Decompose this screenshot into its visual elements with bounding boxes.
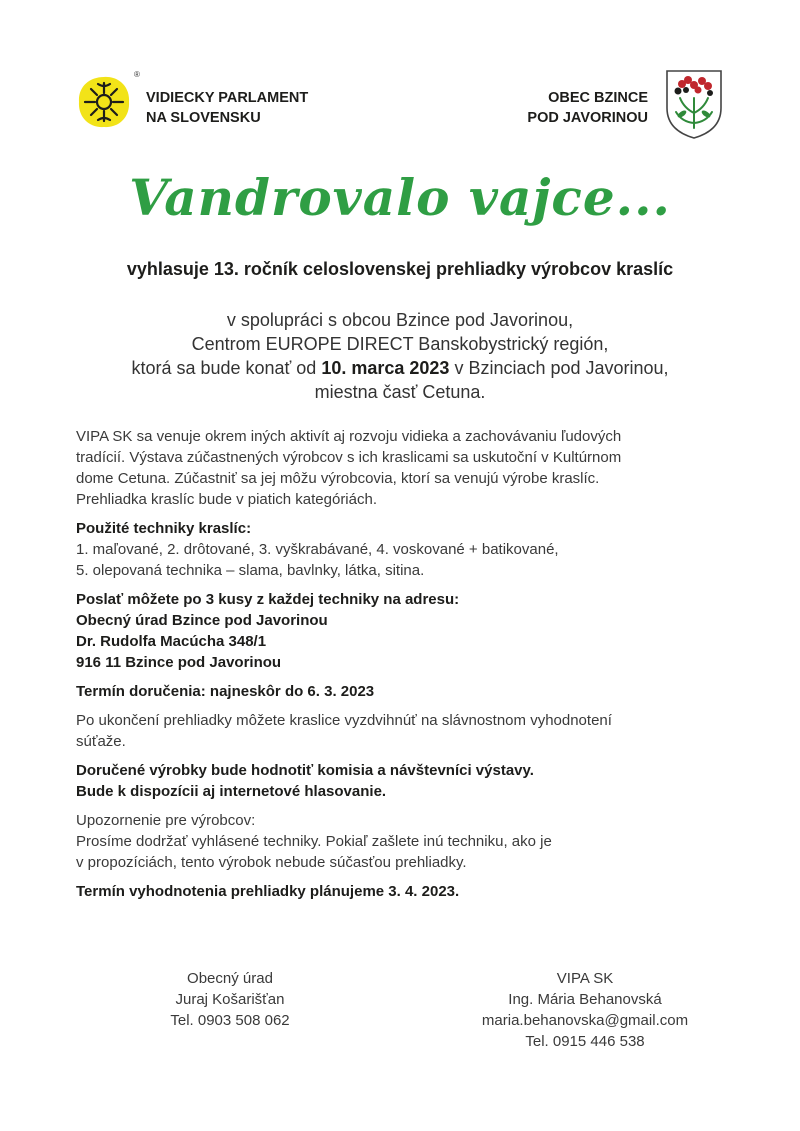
right-org-line2: POD JAVORINOU: [527, 110, 648, 126]
announcement-body: [76, 426, 726, 902]
notice-line2: Prosíme dodržať vyhlásené techniky. Pokiaľ zašlete inú techniku, ako je: [76, 833, 552, 850]
contact-vipa: [430, 968, 740, 1052]
evaluation-line2: Bude k dispozícii aj internetové hlasovanie.: [76, 783, 387, 800]
contact-right-org: VIPA SK: [556, 970, 614, 987]
left-org-line2: NA SLOVENSKU: [146, 110, 261, 126]
techniques-heading: Použité techniky kraslíc:: [76, 520, 252, 537]
evaluation-line1: Doručené výrobky bude hodnotiť komisia a návštevníci výstavy.: [76, 762, 534, 779]
address-heading: Poslať môžete po 3 kusy z každej techniky na adresu:: [76, 591, 460, 608]
vidiecky-parlament-logo: [76, 74, 132, 130]
event-subtitle: vyhlasuje 13. ročník celoslovenskej prehliadky výrobcov kraslíc: [126, 259, 674, 279]
techniques-line2: 5. olepovaná technika – slama, bavlnky, látka, sitina.: [76, 562, 425, 579]
address-line-office: Obecný úrad Bzince pod Javorinou: [76, 612, 328, 629]
event-start-date: 10. marca 2023: [321, 358, 450, 378]
right-organization-name: [527, 88, 648, 128]
notice-heading: Upozornenie pre výrobcov:: [76, 812, 256, 829]
contact-left-phone: Tel. 0903 508 062: [170, 1012, 290, 1029]
address-line-city: 916 11 Bzince pod Javorinou: [76, 654, 282, 671]
left-organization-name: [146, 88, 308, 128]
contact-right-phone: Tel. 0915 446 538: [525, 1033, 645, 1050]
collab-line3: [0, 356, 800, 380]
left-org-line1: VIDIECKY PARLAMENT: [146, 90, 309, 106]
notice-line3: v propozíciách, tento výrobok nebude súčasťou prehliadky.: [76, 854, 467, 871]
registered-mark: ®: [134, 70, 140, 79]
techniques-line1: 1. maľované, 2. drôtované, 3. vyškrabávané, 4. voskované + batikované,: [76, 541, 559, 558]
intro-line1: VIPA SK sa venuje okrem iných aktivít aj rozvoju vidieka a zachovávaniu ľudových: [76, 428, 622, 445]
contact-municipality: [130, 968, 330, 1031]
event-title: Vandrovalo vajce...: [129, 168, 671, 227]
collab-line1: v spolupráci s obcou Bzince pod Javorinou,: [226, 310, 574, 330]
pickup-line1: Po ukončení prehliadky môžete kraslice vyzdvihnúť na slávnostnom vyhodnotení: [76, 712, 612, 729]
collab-line3-post: v Bzinciach pod Javorinou,: [449, 358, 669, 378]
evaluation-date: Termín vyhodnotenia prehliadky plánujeme 3. 4. 2023.: [76, 883, 460, 900]
contact-left-org: Obecný úrad: [187, 970, 273, 987]
collaboration-block: [0, 308, 800, 404]
address-line-street: Dr. Rudolfa Macúcha 348/1: [76, 633, 267, 650]
collab-line2: Centrom EUROPE DIRECT Banskobystrický región,: [191, 334, 609, 354]
collab-line4: miestna časť Cetuna.: [314, 382, 486, 402]
intro-line4: Prehliadka kraslíc bude v piatich kategóriách.: [76, 491, 377, 508]
intro-line2: tradícií. Výstava zúčastnených výrobcov s ich kraslicami sa uskutoční v Kultúrnom: [76, 449, 622, 466]
right-org-line1: OBEC BZINCE: [548, 90, 648, 106]
delivery-deadline: Termín doručenia: najneskôr do 6. 3. 2023: [76, 683, 375, 700]
contact-right-email: maria.behanovska@gmail.com: [481, 1012, 689, 1029]
collab-line3-pre: ktorá sa bude konať od: [131, 358, 322, 378]
intro-line3: dome Cetuna. Zúčastniť sa jej môžu výrobcovia, ktorí sa venujú výrobe kraslíc.: [76, 470, 600, 487]
pickup-line2: súťaže.: [76, 733, 126, 750]
contact-left-name: Juraj Košarišťan: [175, 991, 285, 1008]
contact-right-name: Ing. Mária Behanovská: [508, 991, 662, 1008]
municipality-crest-icon: [664, 68, 724, 140]
